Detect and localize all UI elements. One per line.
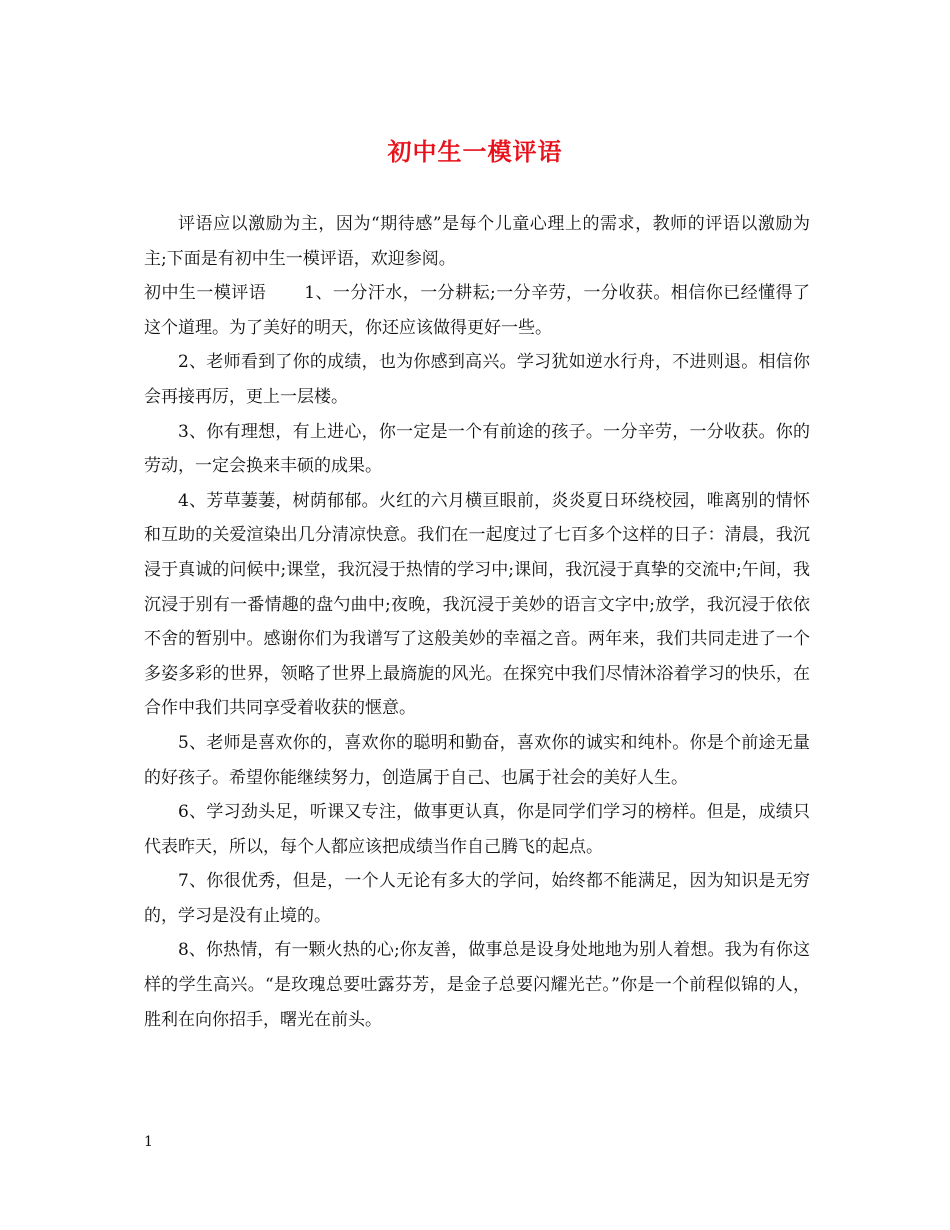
intro-paragraph: 评语应以激励为主，因为“期待感”是每个儿童心理上的需求，教师的评语以激励为主;下面是有初中生一模评语，欢迎参阅。 [144, 214, 810, 269]
paragraph-1-text: 1、一分汗水，一分耕耘;一分辛劳，一分收获。相信你已经懂得了这个道理。为了美好的明天，你还应该做得更好一些。 [144, 283, 810, 338]
document-body [144, 207, 810, 1037]
page-title: 初中生一模评语 [387, 137, 563, 166]
paragraph-7: 7、你很优秀，但是，一个人无论有多大的学问，始终都不能满足，因为知识是无穷的，学习是没有止境的。 [144, 871, 810, 926]
paragraph-3: 3、你有理想，有上进心，你一定是一个有前途的孩子。一分辛劳，一分收获。你的劳动，一定会换来丰硕的成果。 [144, 421, 810, 477]
paragraph-4: 4、芳草萋萋，树荫郁郁。火红的六月横亘眼前，炎炎夏日环绕校园，唯离别的情怀和互助的关爱渲染出几分清凉快意。我们在一起度过了七百多个这样的日子：清晨，我沉浸于真诚的问候中;课堂，我沉浸于热情的学习中;课间，我沉浸于真挚的交流中;午间，我沉浸于别有一番情趣的盘勺曲中;夜晚，我沉浸于美妙的语言文字中;放学，我沉浸于依依不舍的暂别中。感谢你们为我谱写了这般美妙的幸福之音。两年来，我们共同走进了一个多姿多彩的世界，领略了世界上最旖旎的风光。在探究中我们尽情沐浴着学习的快乐，在合作中我们共同享受着收获的惬意。 [144, 490, 810, 719]
paragraph-5: 5、老师是喜欢你的，喜欢你的聪明和勤奋，喜欢你的诚实和纯朴。你是个前途无量的好孩子。希望你能继续努力，创造属于自己、也属于社会的美好人生。 [144, 732, 810, 788]
paragraph-8: 8、你热情，有一颗火热的心;你友善，做事总是设身处地地为别人着想。我为有你这样的学生高兴。“是玫瑰总要吐露芬芳，是金子总要闪耀光芒。”你是一个前程似锦的人，胜利在向你招手，曙光在前头。 [144, 940, 810, 1030]
paragraph-6: 6、学习劲头足，听课又专注，做事更认真，你是同学们学习的榜样。但是，成绩只代表昨天，所以，每个人都应该把成绩当作自己腾飞的起点。 [144, 802, 810, 857]
paragraph-1 [144, 276, 810, 345]
paragraph-2: 2、老师看到了你的成绩，也为你感到高兴。学习犹如逆水行舟，不进则退。相信你会再接再厉，更上一层楼。 [144, 352, 810, 407]
section-subheading: 初中生一模评语 [144, 283, 267, 304]
page-number: 1 [144, 1134, 153, 1150]
